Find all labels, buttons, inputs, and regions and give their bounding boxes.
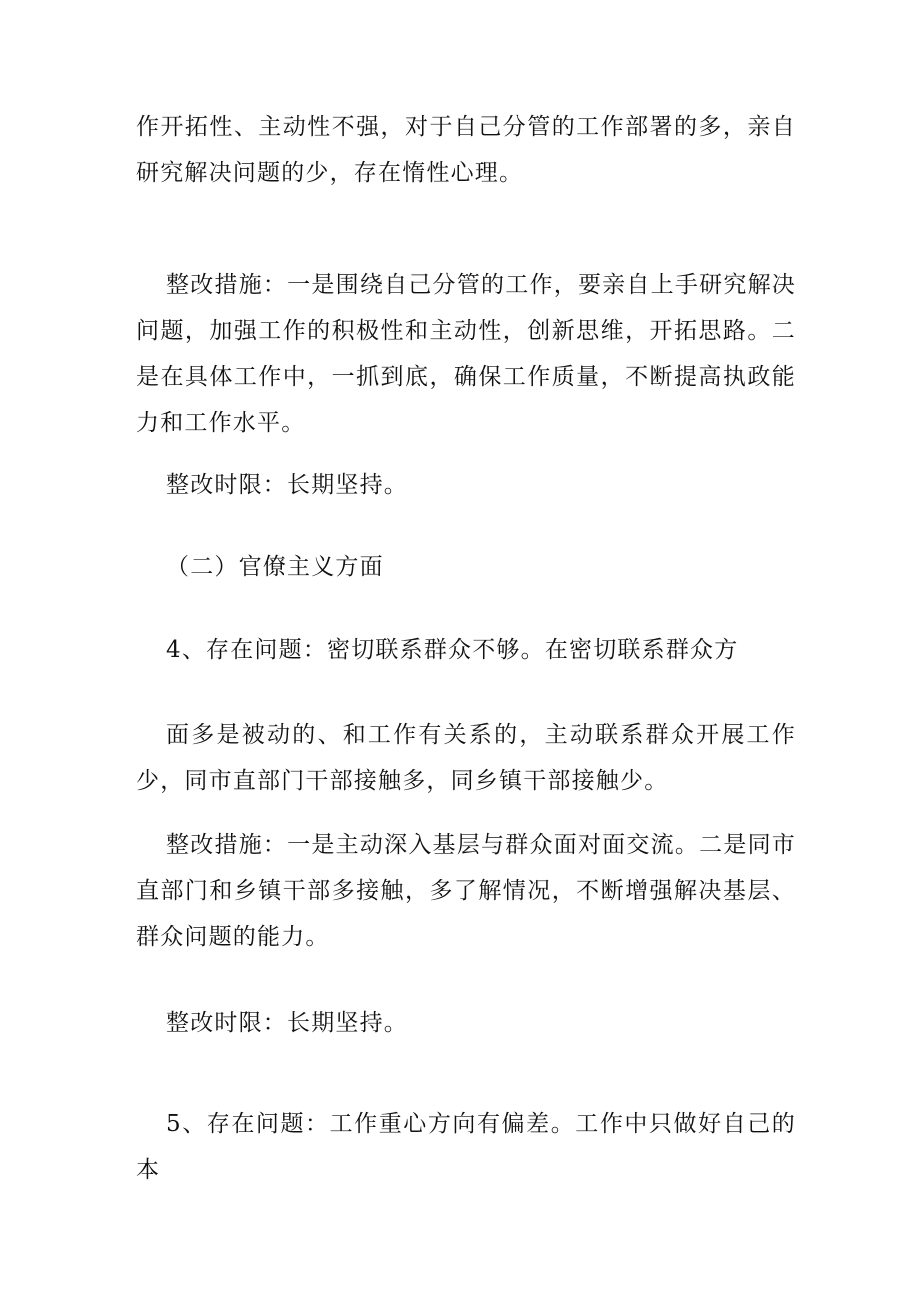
paragraph-continuation: 作开拓性、主动性不强，对于自己分管的工作部署的多，亲自研究解决问题的少，存在惰性心理。 (136, 114, 796, 186)
paragraph-deadline-1: 整改时限：长期坚持。 (166, 472, 408, 498)
section-heading-bureaucratism: （二）官僚主义方面 (166, 554, 384, 580)
paragraph-problem-5: 5、存在问题：工作重心方向有偏差。工作中只做好自己的本 (136, 1111, 796, 1183)
paragraph-deadline-2: 整改时限：长期坚持。 (166, 1010, 408, 1036)
paragraph-rectification-measures-2: 整改措施：一是主动深入基层与群众面对面交流。二是同市直部门和乡镇干部多接触，多了解情况，不断增强解决基层、群众问题的能力。 (136, 832, 796, 950)
paragraph-problem-4: 4、存在问题：密切联系群众不够。在密切联系群众方 (166, 637, 739, 663)
paragraph-rectification-measures-1: 整改措施：一是围绕自己分管的工作，要亲自上手研究解决问题，加强工作的积极性和主动性，创新思维，开拓思路。二是在具体工作中，一抓到底，确保工作质量，不断提高执政能力和工作水平。 (136, 272, 796, 436)
paragraph-problem-4-detail: 面多是被动的、和工作有关系的，主动联系群众开展工作少，同市直部门干部接触多，同乡镇干部接触少。 (136, 722, 796, 794)
